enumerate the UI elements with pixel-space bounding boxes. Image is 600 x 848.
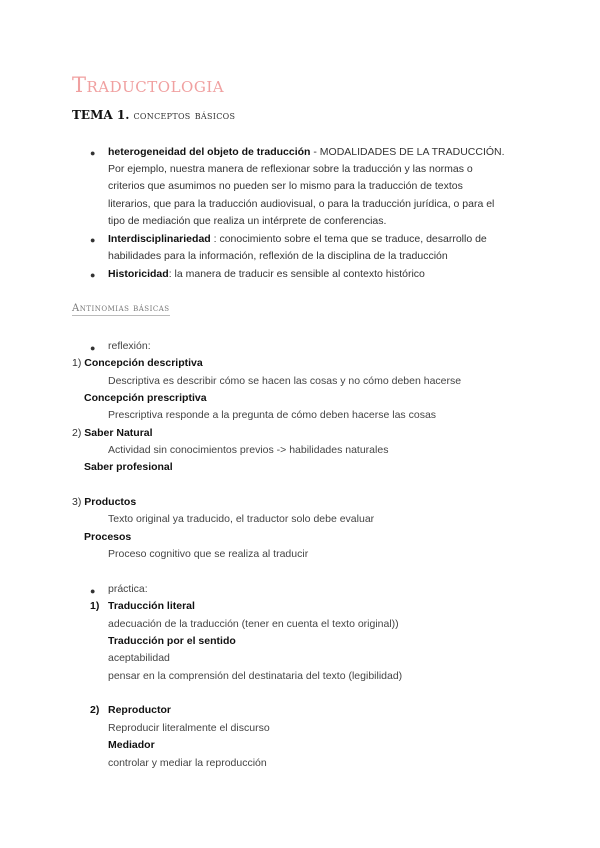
reflexion-term: Saber profesional [84,461,173,473]
bullet-dot: ● [90,343,96,353]
bullet-interdisciplinariedad: Interdisciplinariedad : conocimiento sobre el tema que se traduce, desarrollo de [108,233,487,245]
practica-term: Mediador [108,739,155,751]
bullet-line: tipo de mediación que realiza un intérprete de conferencias. [108,215,387,227]
reflexion-term: Procesos [84,531,132,543]
reflexion-item-2: 2) Saber Natural [72,427,153,439]
page-title: Traductologia [72,73,225,97]
reflexion-desc: Actividad sin conocimientos previos -> habilidades naturales [108,444,389,456]
bullet-historicidad: Historicidad: la manera de traducir es sensible al contexto histórico [108,268,425,280]
reflexion-term: Concepción prescriptiva [84,392,207,404]
practica-desc: aceptabilidad [108,652,170,664]
practica-desc: pensar en la comprensión del destinataria del texto (legibilidad) [108,670,403,682]
bullet-line: literarios, que para la traducción audiovisual, o para la traducción jurídica, o para el [108,198,495,210]
practica-term: Traducción por el sentido [108,635,236,647]
reflexion-desc: Texto original ya traducido, el traductor solo debe evaluar [108,513,375,525]
bullet-dot: ● [90,235,96,245]
reflexion-item-1: 1) Concepción descriptiva [72,357,203,369]
subtitle-number: TEMA 1. [72,108,130,122]
bullet-dot: ● [90,270,96,280]
reflexion-label: reflexión: [108,340,151,352]
bullet-dot: ● [90,586,96,596]
bullet-heterogeneidad: heterogeneidad del objeto de traducción - MODALIDADES DE LA TRADUCCIÓN. [108,146,505,158]
practica-desc: adecuación de la traducción (tener en cuenta el texto original)) [108,618,399,630]
bullet-line: Por ejemplo, nuestra manera de reflexionar sobre la traducción y las normas o [108,163,473,175]
reflexion-desc: Prescriptiva responde a la pregunta de cómo deben hacerse las cosas [108,409,437,421]
practica-label: práctica: [108,583,148,595]
page-subtitle [72,108,235,122]
reflexion-desc: Proceso cognitivo que se realiza al traducir [108,548,309,560]
practica-desc: Reproducir literalmente el discurso [108,722,270,734]
bullet-line: criterios que asumimos no pueden ser lo mismo para la traducción de textos [108,180,463,192]
subtitle-text: conceptos básicos [129,108,236,122]
practica-term: Reproductor [108,704,171,716]
section-title: Antinomias básicas [72,303,170,314]
practica-term: Traducción literal [108,600,195,612]
reflexion-item-3: 3) Productos [72,496,137,508]
bullet-line: habilidades para la información, reflexión de la disciplina de la traducción [108,250,448,262]
practica-num: 2) [90,704,100,716]
reflexion-desc: Descriptiva es describir cómo se hacen las cosas y no cómo deben hacerse [108,375,462,387]
practica-desc: controlar y mediar la reproducción [108,757,267,769]
practica-num: 1) [90,600,100,612]
bullet-dot: ● [90,148,96,158]
